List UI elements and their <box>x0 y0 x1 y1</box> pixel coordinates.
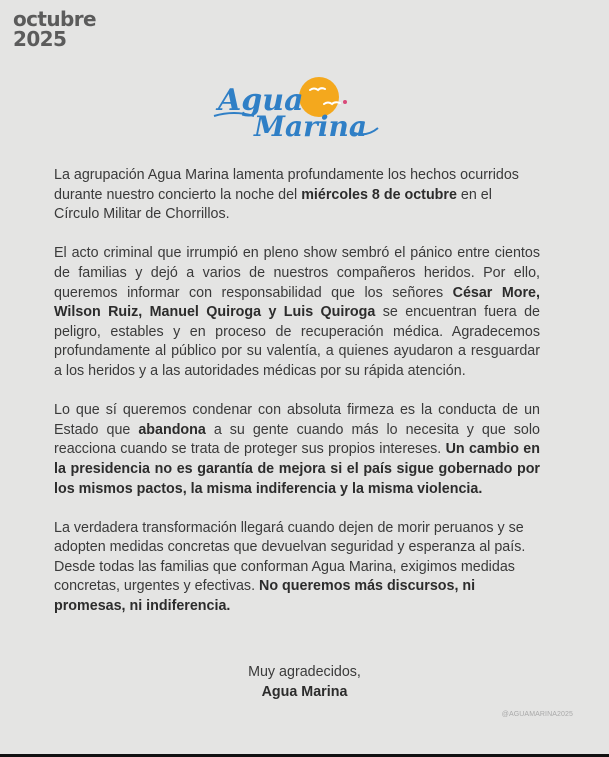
signature-name: Agua Marina <box>261 684 348 700</box>
paragraph-3 <box>54 401 540 499</box>
p1-bold-date: miércoles 8 de octubre <box>301 186 457 203</box>
closing-text: Muy agradecidos, <box>248 664 361 680</box>
p4-text-1: La verdadera transformación llegará cuando dejen de morir peruanos y se adopten medidas concretas que devuelvan seguridad y esperanza al país. Desde todas las familias que conforman Agua Marina, exigimos medidas concretas, urgentes y efectivas. <box>54 519 526 595</box>
date-month: octubre <box>13 7 96 31</box>
p3-bold-claim: Un cambio en la presidencia no es garantía de mejora si el país sigue gobernado por los mismos pactos, la misma indiferencia y la misma violencia. <box>54 441 540 497</box>
p3-text-2: a su gente cuando más lo necesita y que solo reacciona cuando se trata de proteger sus propios intereses. <box>54 421 540 458</box>
p2-text-2: se encuentran fuera de peligro, estables y en proceso de recuperación médica. Agradecemos profundamente al público por su valentía, a quienes ayudaron a resguardar a los heridos y a las autoridades médicas por su rápida atención. <box>54 304 540 379</box>
p2-bold-names: César More, Wilson Ruiz, Manuel Quiroga y Luis Quiroga <box>54 284 540 321</box>
logo-icon <box>212 72 382 144</box>
agua-marina-logo <box>212 72 382 144</box>
p3-text-1: Lo que sí queremos condenar con absoluta firmeza es la conducta de un Estado que <box>54 402 540 438</box>
paragraph-2 <box>54 244 540 381</box>
social-handle: @AGUAMARINA2025 <box>501 711 573 718</box>
p2-text-1: El acto criminal que irrumpió en pleno show sembró el pánico entre cientos de familias y dejó a varios de nuestros compañeros heridos. Por ello, queremos informar con responsabilidad que los señores <box>54 245 540 301</box>
p1-text-2: en el Círculo Militar de Chorrillos. <box>54 186 492 223</box>
date-year: 2025 <box>13 27 67 51</box>
paragraph-4 <box>54 519 540 617</box>
p3-bold-abandona: abandona <box>138 421 206 438</box>
p4-bold-demand: No queremos más discursos, ni promesas, ni indiferencia. <box>54 578 476 615</box>
date-header <box>13 9 96 49</box>
signature <box>0 662 609 702</box>
logo-line1: Agua <box>218 83 304 118</box>
p1-text-1: La agrupación Agua Marina lamenta profundamente los hechos ocurridos durante nuestro concierto la noche del <box>54 167 519 203</box>
statement-body <box>54 166 540 636</box>
logo-line2: Marina <box>254 110 368 143</box>
paragraph-1 <box>54 166 540 225</box>
